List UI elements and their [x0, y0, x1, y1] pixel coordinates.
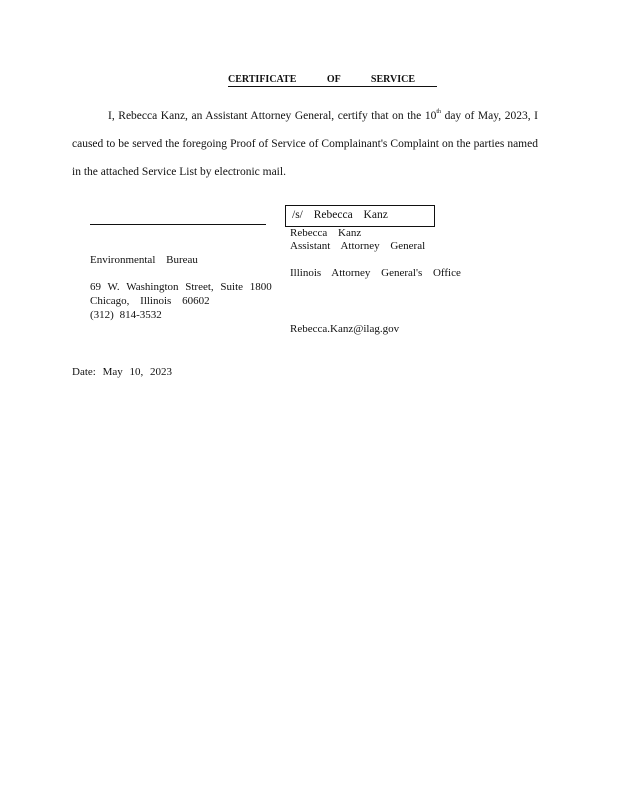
signer-email: Rebecca.Kanz@ilag.gov: [290, 323, 400, 335]
electronic-signature-text: /s/ Rebecca Kanz: [292, 209, 388, 221]
certification-paragraph: [72, 98, 538, 186]
electronic-signature-field[interactable]: [285, 205, 435, 227]
certification-text-start: I, Rebecca Kanz, an Assistant Attorney General, certify that on the 10: [108, 110, 437, 122]
signer-office: Illinois Attorney General's Office: [290, 267, 461, 279]
document-title: CERTIFICATE OF SERVICE: [228, 74, 437, 87]
signer-position: Assistant Attorney General: [290, 240, 426, 252]
bureau-name: Environmental Bureau: [90, 254, 198, 266]
bureau-city: Chicago, Illinois 60602: [90, 295, 210, 307]
bureau-phone: (312) 814-3532: [90, 309, 162, 321]
certification-text-end: day of May, 2023, I caused to be served the foregoing Proof of Service of Complainant's Complaint on the parties named in the attached Service List by electronic mail.: [72, 110, 538, 178]
certification-text: [72, 98, 538, 186]
signer-name: Rebecca Kanz: [290, 227, 362, 239]
signature-line: [90, 224, 266, 225]
bureau-street: 69 W. Washington Street, Suite 1800: [90, 281, 272, 293]
date-line: Date: May 10, 2023: [72, 366, 172, 378]
ordinal-suffix: th: [436, 109, 441, 115]
